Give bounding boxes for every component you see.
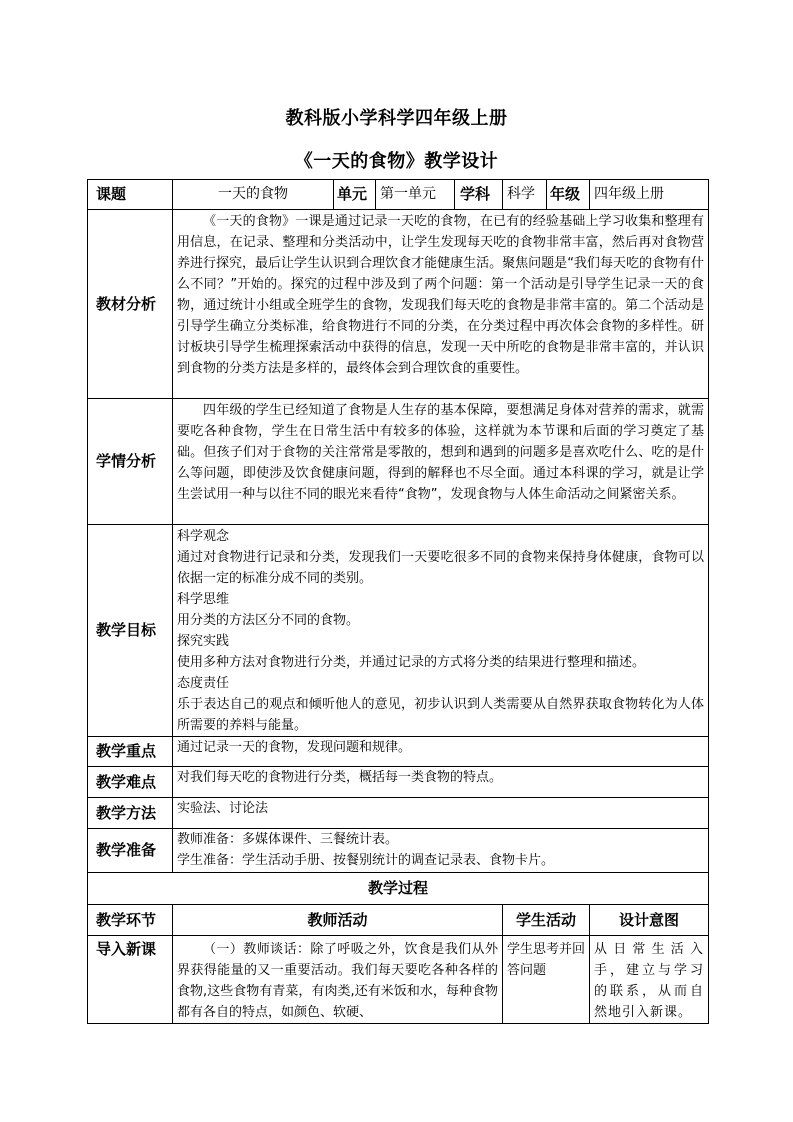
key-row xyxy=(88,737,709,767)
goal-heading: 态度责任 xyxy=(177,676,230,691)
unit-value: 第一单元 xyxy=(376,180,455,210)
topic-label: 课题 xyxy=(88,180,173,210)
grade-label: 年级 xyxy=(547,180,590,210)
process-teacher-activity: （一）教师谈话：除了呼吸之外，饮食是我们从外界获得能量的又一重要活动。我们每天要吃各种各样的食物,这些食物有青菜，有肉类,还有米饭和水，每种食物都有各自的特点，如颜色、软硬、 xyxy=(177,942,498,1020)
process-heading: 教学过程 xyxy=(88,873,709,905)
process-student-activity: 学生思考并回答问题 xyxy=(503,936,590,1024)
students-row xyxy=(88,399,709,525)
material-text: 《一天的食物》一课是通过记录一天吃的食物，在已有的经验基础上学习收集和整理有用信息，在记录、整理和分类活动中，让学生发现每天吃的食物非常丰富，然后再对食物营养进行探究，最后让学生认识到合理饮食才能健康生活。聚焦问题是“我们每天吃的食物有什么不同？”开始的。探究的过程中涉及到了两个问题：第一个活动是引导学生记录一天的食物，通过统计小组或全班学生的食物，发现我们每天吃的食物是非常丰富的。第二个活动是引导学生确立分类标准，给食物进行不同的分类，在分类过程中再次体会食物的多样性。研讨板块引导学生梳理探索活动中获得的信息，发现一天中所吃的食物是非常丰富的，并认识到食物的分类方法是多样的，最终体会到合理饮食的重要性。 xyxy=(177,214,704,376)
goal-text: 通过对食物进行记录和分类，发现我们一天要吃很多不同的食物来保持身体健康，食物可以依据一定的标准分成不同的类别。 xyxy=(177,550,704,586)
goal-text: 使用多种方法对食物进行分类，并通过记录的方式将分类的结果进行整理和描述。 xyxy=(177,655,646,670)
document-title: 教科版小学科学四年级上册 xyxy=(285,108,508,129)
goal-text: 用分类的方法区分不同的食物。 xyxy=(177,613,360,628)
grade-value: 四年级上册 xyxy=(590,180,709,210)
column-header: 设计意图 xyxy=(590,905,709,936)
goals-label: 教学目标 xyxy=(88,525,173,737)
method-row xyxy=(88,798,709,829)
key-label: 教学重点 xyxy=(88,737,173,767)
prep-row xyxy=(88,829,709,873)
subject-value: 科学 xyxy=(503,180,547,210)
column-header: 教学环节 xyxy=(88,905,173,936)
document-subtitle: 《一天的食物》教学设计 xyxy=(294,151,499,172)
key-text: 通过记录一天的食物，发现问题和规律。 xyxy=(173,737,709,767)
column-header: 学生活动 xyxy=(503,905,590,936)
difficulty-label: 教学难点 xyxy=(88,767,173,798)
goals-row xyxy=(88,525,709,737)
goal-heading: 科学观念 xyxy=(177,529,230,544)
method-label: 教学方法 xyxy=(88,798,173,829)
topic-value: 一天的食物 xyxy=(173,180,334,210)
prep-label: 教学准备 xyxy=(88,829,173,873)
column-header: 教师活动 xyxy=(173,905,503,936)
process-heading-row xyxy=(88,873,709,905)
process-row xyxy=(88,936,709,1024)
goal-heading: 探究实践 xyxy=(177,634,230,649)
goal-heading: 科学思维 xyxy=(177,592,230,607)
lesson-plan-table xyxy=(87,179,709,1024)
students-text: 四年级的学生已经知道了食物是人生存的基本保障，要想满足身体对营养的需求，就需要吃各种食物，学生在日常生活中有较多的体验，这样就为本节课和后面的学习奠定了基础。但孩子们对于食物的关注常常是零散的，想到和遇到的问题多是喜欢吃什么、吃的是什么等问题，即使涉及饮食健康问题，得到的解释也不尽全面。通过本科课的学习，就是让学生尝试用一种与以往不同的眼光来看待“食物”，发现食物与人体生命活动之间紧密关系。 xyxy=(177,403,704,502)
info-row xyxy=(88,180,709,210)
difficulty-row xyxy=(88,767,709,798)
process-header-row xyxy=(88,905,709,936)
prep-student: 学生准备：学生活动手册、按餐别统计的调查记录表、食物卡片。 xyxy=(177,853,555,868)
unit-label: 单元 xyxy=(334,180,376,210)
prep-teacher: 教师准备：多媒体课件、三餐统计表。 xyxy=(177,832,399,847)
subject-label: 学科 xyxy=(455,180,503,210)
difficulty-text: 对我们每天吃的食物进行分类，概括每一类食物的特点。 xyxy=(173,767,709,798)
process-design-intent: 从日常生活入手，建立与学习的联系，从而自然地引入新课。 xyxy=(590,936,709,1024)
method-text: 实验法、讨论法 xyxy=(173,798,709,829)
material-label: 教材分析 xyxy=(88,210,173,399)
process-stage: 导入新课 xyxy=(88,936,173,1024)
goal-text: 乐于表达自己的观点和倾听他人的意见，初步认识到人类需要从自然界获取食物转化为人体所需要的养料与能量。 xyxy=(177,697,704,733)
students-label: 学情分析 xyxy=(88,399,173,525)
material-row xyxy=(88,210,709,399)
